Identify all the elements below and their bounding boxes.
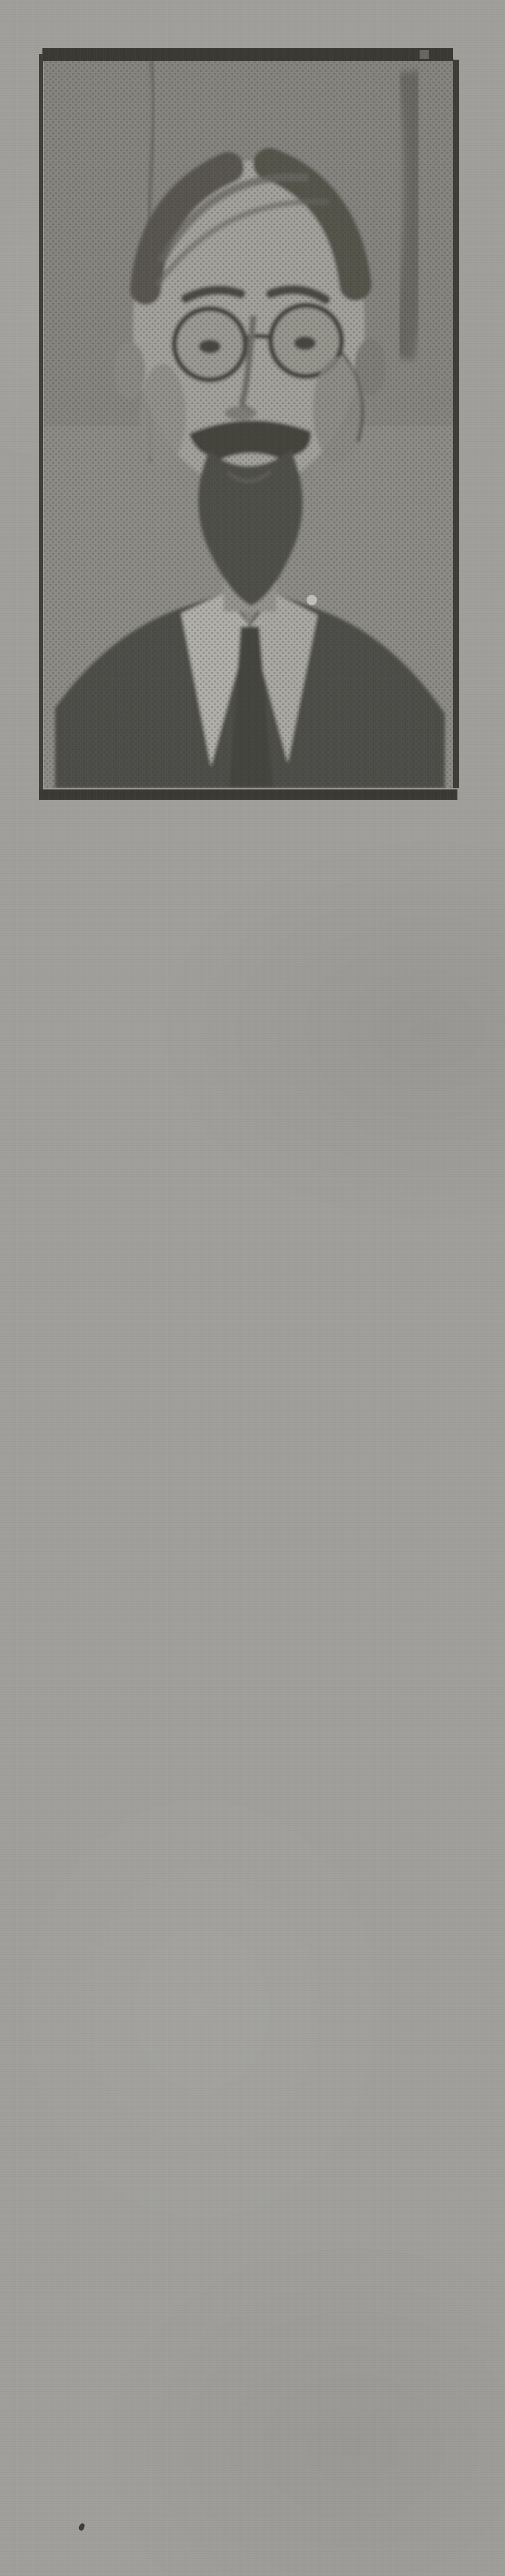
photo-frame-left [39, 54, 43, 797]
portrait-halftone-svg [39, 48, 461, 807]
portrait-photo [39, 48, 461, 807]
photo-frame-top-bar [42, 48, 453, 61]
ink-speck [78, 2523, 85, 2531]
photo-frame-right [453, 60, 459, 788]
photo-frame-bottom-bar [39, 789, 457, 800]
